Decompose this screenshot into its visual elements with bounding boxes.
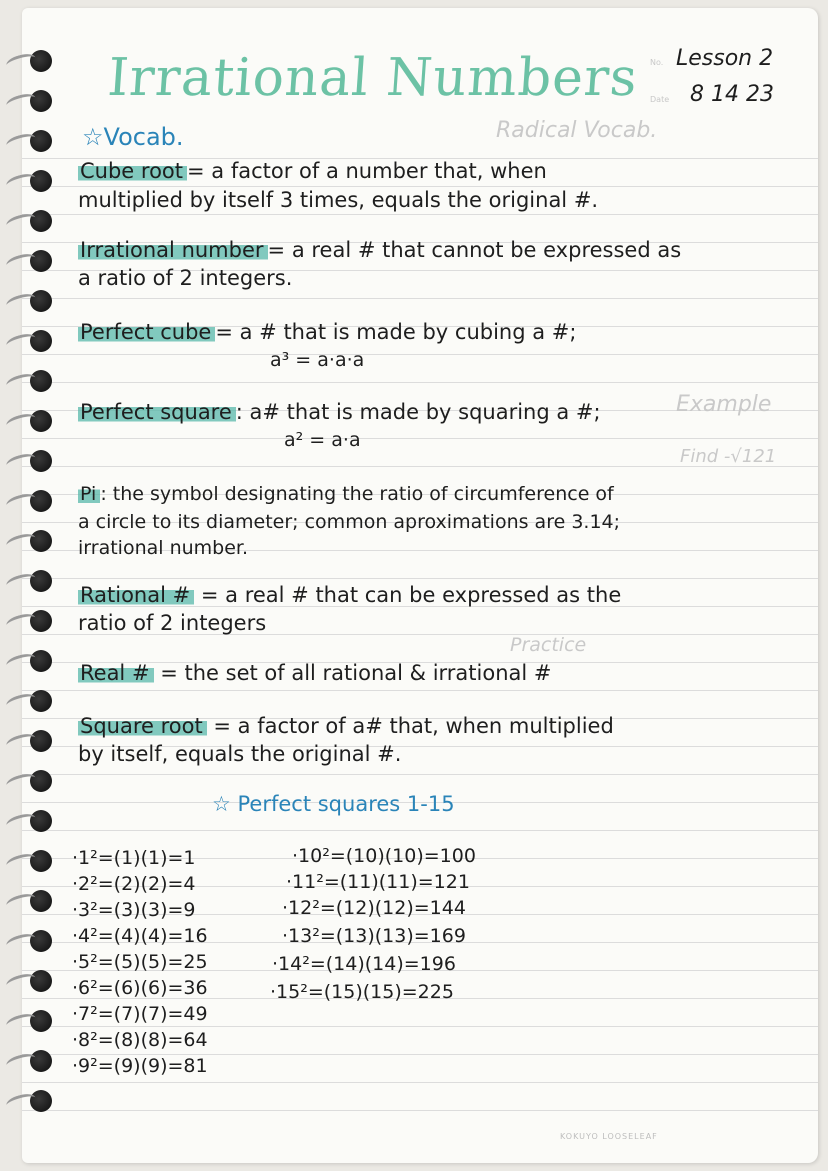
term-highlight: Rational # — [78, 583, 194, 607]
term-highlight: Perfect cube — [78, 320, 215, 344]
bleed-through-text: Practice — [510, 634, 587, 656]
perfect-squares-heading: ☆ Perfect squares 1-15 — [212, 792, 455, 816]
page-title: Irrational Numbers — [105, 48, 640, 108]
term-highlight: Real # — [78, 661, 154, 685]
square-item: ·4²=(4)(4)=16 — [72, 925, 208, 947]
bleed-through-text: Example — [676, 392, 772, 417]
definition-line: multiplied by itself 3 times, equals the original #. — [78, 188, 599, 212]
square-item: ·13²=(13)(13)=169 — [282, 925, 466, 947]
square-item: ·1²=(1)(1)=1 — [72, 847, 196, 869]
formula-line: a² = a·a — [284, 429, 361, 451]
paper-brand: KOKUYO LOOSELEAF — [560, 1132, 658, 1141]
definition-line: irrational number. — [78, 537, 249, 559]
vocab-heading: ☆Vocab. — [82, 123, 184, 151]
definition-irrational-number: Irrational number = a real # that cannot be expressed as — [80, 238, 682, 262]
no-label: No. — [650, 58, 664, 67]
definition-rational-number: Rational # = a real # that can be expressed as the — [80, 583, 622, 607]
definition-line: ratio of 2 integers — [78, 611, 267, 635]
definition-cube-root: Cube root = a factor of a number that, when — [80, 159, 547, 183]
bleed-through-text: Radical Vocab. — [496, 118, 658, 143]
definition-perfect-cube: Perfect cube = a # that is made by cubing a #; — [80, 320, 577, 344]
square-item: ·12²=(12)(12)=144 — [282, 897, 466, 919]
definition-pi: Pi : the symbol designating the ratio of circumference of — [80, 483, 614, 505]
definition-real-number: Real # = the set of all rational & irrational # — [80, 661, 552, 685]
date-label: Date — [650, 95, 670, 104]
bleed-through-text: Find -√121 — [680, 446, 777, 467]
square-item: ·3²=(3)(3)=9 — [72, 899, 196, 921]
term-highlight: Square root — [78, 714, 207, 738]
square-item: ·6²=(6)(6)=36 — [72, 977, 208, 999]
lesson-number: Lesson 2 — [676, 46, 774, 71]
formula-line: a³ = a·a·a — [270, 349, 365, 371]
definition-line: by itself, equals the original #. — [78, 742, 402, 766]
square-item: ·7²=(7)(7)=49 — [72, 1003, 208, 1025]
square-item: ·10²=(10)(10)=100 — [292, 845, 476, 867]
lesson-date: 8 14 23 — [690, 82, 774, 107]
term-highlight: Irrational number — [78, 238, 268, 262]
definition-line: a circle to its diameter; common aproximations are 3.14; — [78, 511, 621, 533]
term-highlight: Pi — [78, 483, 100, 505]
definition-square-root: Square root = a factor of a# that, when multiplied — [80, 714, 614, 738]
spiral-binding — [0, 0, 70, 1171]
square-item: ·9²=(9)(9)=81 — [72, 1055, 208, 1077]
term-highlight: Cube root — [78, 159, 187, 183]
square-item: ·14²=(14)(14)=196 — [272, 953, 456, 975]
definition-perfect-square: Perfect square : a# that is made by squaring a #; — [80, 400, 601, 424]
square-item: ·8²=(8)(8)=64 — [72, 1029, 208, 1051]
definition-line: a ratio of 2 integers. — [78, 266, 293, 290]
square-item: ·2²=(2)(2)=4 — [72, 873, 196, 895]
square-item: ·11²=(11)(11)=121 — [286, 871, 470, 893]
square-item: ·15²=(15)(15)=225 — [270, 981, 454, 1003]
square-item: ·5²=(5)(5)=25 — [72, 951, 208, 973]
term-highlight: Perfect square — [78, 400, 236, 424]
